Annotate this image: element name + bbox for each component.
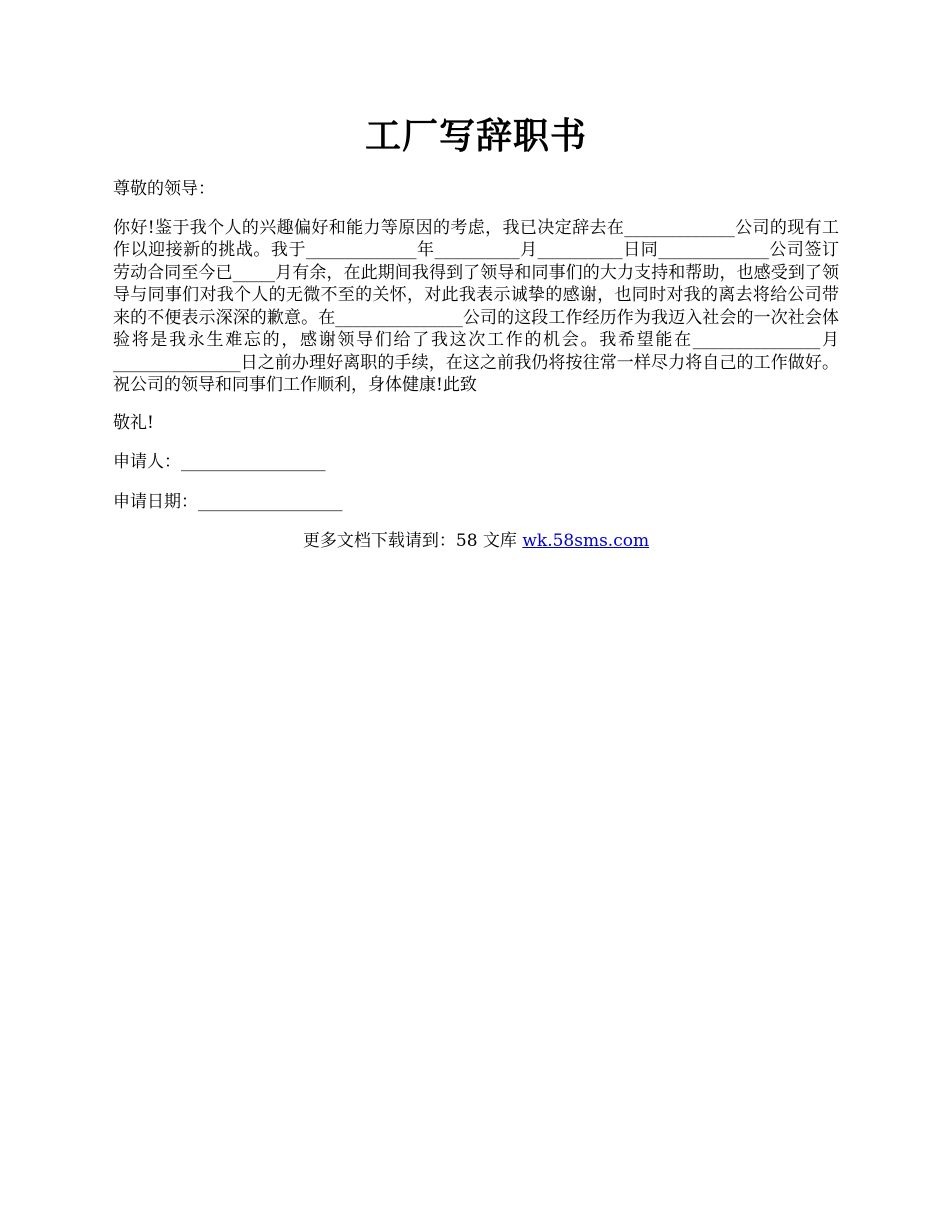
document-page [113,108,839,552]
greeting: 尊敬的领导： [113,179,215,199]
date-line: 申请日期：_________________ [113,491,343,512]
applicant-line: 申请人：_________________ [113,452,326,472]
body-paragraph: 你好!鉴于我个人的兴趣偏好和能力等原因的考虑，我已决定辞去在_____________公司的现有工作以迎接新的挑战。我于_____________年__________月__________日同_____________公司签订劳动合同至今已_____月有余，在此期间我得到了领导和同事们的大力支持和帮助，也感受到了领导与同事们对我个人的无微不至的关怀，对此我表示诚挚的感谢，也同时对我的离去将给公司带来的不便表示深深的歉意。在_______________公司的这段工作经历作为我迈入社会的一次社会体验将是我永生难忘的，感谢领导们给了我这次工作的机会。我希望能在_______________月_______________日之前办理好离职的手续，在这之前我仍将按往常一样尽力将自己的工作做好。祝公司的领导和同事们工作顺利，身体健康!此致 [113,217,839,395]
closing: 敬礼! [113,412,154,433]
footer-text: 更多文档下载请到：58 文库 [302,531,523,551]
footer [113,530,839,552]
footer-link[interactable]: wk.58sms.com [522,531,650,551]
document-title: 工厂写辞职书 [364,115,587,157]
